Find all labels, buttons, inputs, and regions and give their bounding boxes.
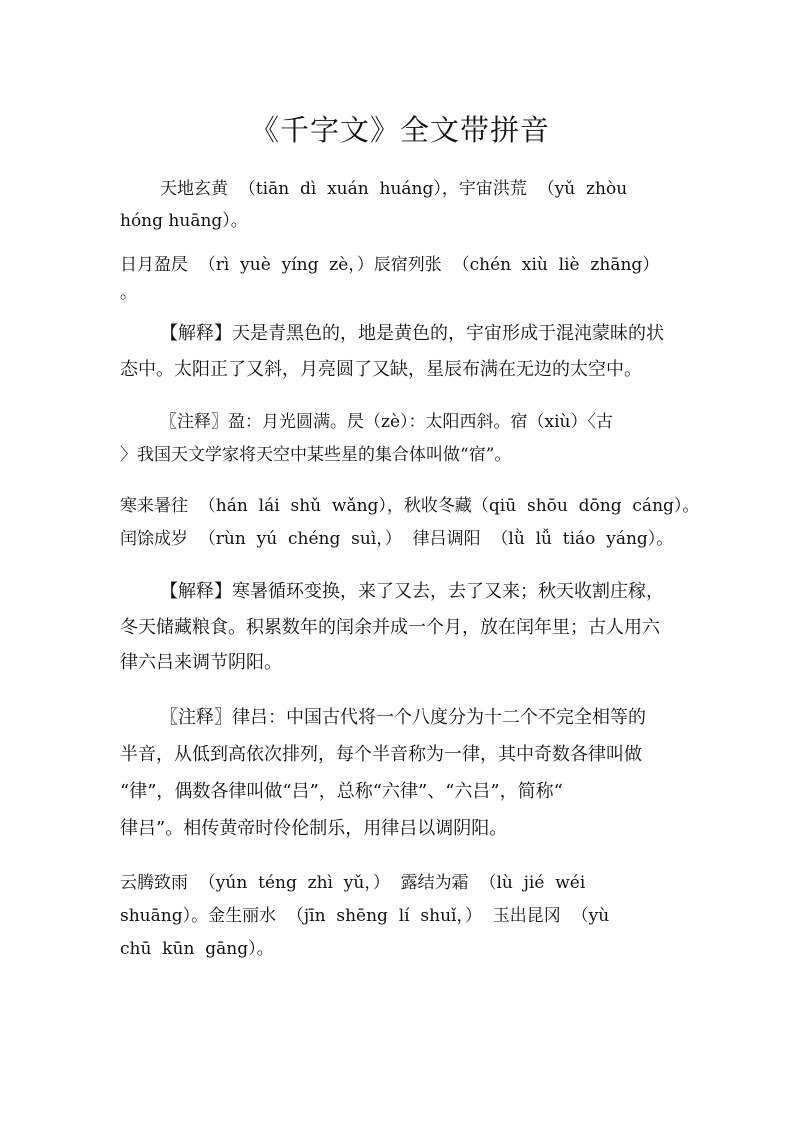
text-line: 半音，从低到高依次排列，每个半音称为一律，其中奇数各律叫做 xyxy=(120,744,642,765)
text-line: 态中。太阳正了又斜，月亮圆了又缺，星辰布满在无边的太空中。 xyxy=(120,359,642,380)
text-line: 冬天储藏粮食。积累数年的闰余并成一个月，放在闰年里；古人用六 xyxy=(120,617,660,638)
text-line: 闰馀成岁 （rùn yú chéng suì，） 律吕调阳 （lǜ lǚ tiáo yáng）。 xyxy=(120,529,674,549)
text-line: shuāng）。金生丽水 （jīn shēng lí shuǐ，） 玉出昆冈 （yù xyxy=(120,906,610,926)
text-line: 寒来暑往 （hán lái shǔ wǎng），秋收冬藏（qiū shōu dōng cáng）。 xyxy=(120,496,700,516)
text-line: 【解释】寒暑循环变换，来了又去，去了又来；秋天收割庄稼， xyxy=(160,581,664,602)
text-line: hóng huāng）。 xyxy=(120,211,248,231)
text-line: 〉我国天文学家将天空中某些星的集合体叫做“宿”。 xyxy=(120,445,512,465)
text-line: 律吕”。相传黄帝时伶伦制乐，用律吕以调阴阳。 xyxy=(120,818,508,839)
text-line: 。 xyxy=(120,283,137,303)
text-line: 〖注释〗盈：月光圆满。昃（zè）：太阳西斜。宿（xiù）〈古 xyxy=(160,412,613,432)
text-line: 〖注释〗律吕：中国古代将一个八度分为十二个不完全相等的 xyxy=(160,707,646,728)
page-title: 《千字文》全文带拼音 xyxy=(249,113,550,147)
text-line: 律六吕来调节阴阳。 xyxy=(120,652,282,673)
text-line: 天地玄黄 （tiān dì xuán huáng），宇宙洪荒 （yǔ zhòu xyxy=(160,179,628,199)
text-line: 【解释】天是青黑色的，地是黄色的，宇宙形成于混沌蒙昧的状 xyxy=(160,323,664,344)
text-line: 日月盈昃 （rì yuè yíng zè，）辰宿列张 （chén xiù liè zhāng） xyxy=(120,255,660,275)
text-line: chū kūn gāng）。 xyxy=(120,939,274,959)
text-line: 云腾致雨 （yún téng zhì yǔ，） 露结为霜 （lù jié wéi xyxy=(120,873,586,893)
text-line: “律”，偶数各律叫做“吕”，总称“六律”、“六吕”，简称“ xyxy=(120,781,563,802)
